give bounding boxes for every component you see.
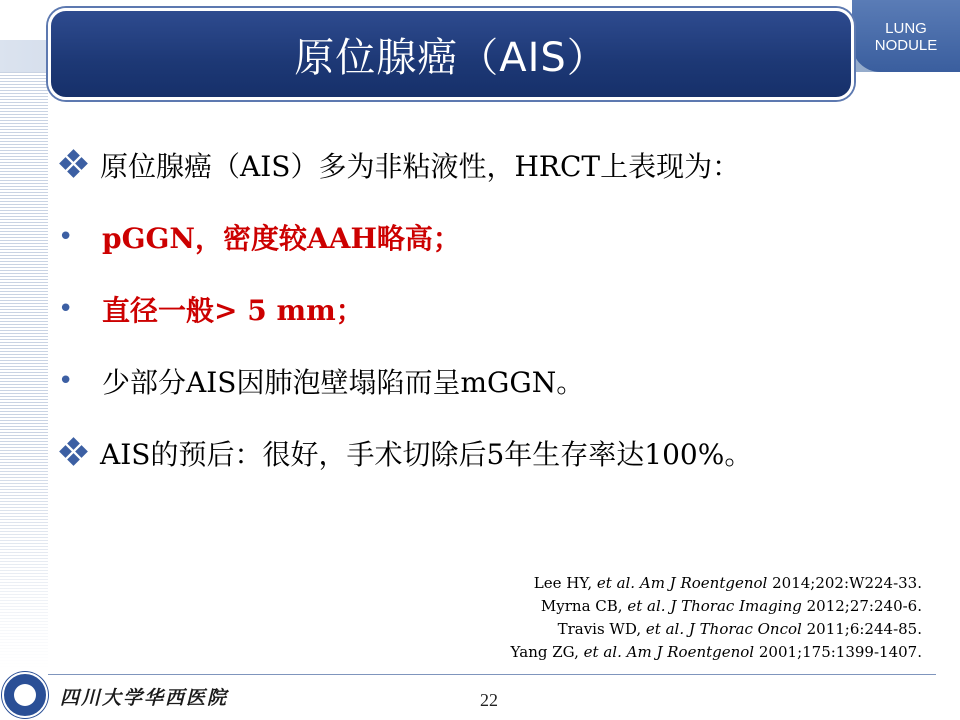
footer-divider: [48, 674, 936, 675]
reference-etal: et al.: [583, 643, 622, 661]
bullet-row-5: [56, 433, 752, 473]
reference-etal: et al.: [596, 574, 636, 592]
reference-author: Travis WD,: [557, 620, 642, 638]
reference-etal: et al.: [645, 620, 685, 638]
reference-detail: 2011;6:244-85.: [806, 620, 922, 638]
reference-author: Lee HY,: [533, 574, 593, 592]
reference-detail: 2014;202:W224-33.: [772, 574, 922, 592]
reference-item: [511, 572, 922, 595]
lung-nodule-badge: [852, 0, 960, 72]
diamond-bullet-icon: [56, 147, 92, 183]
bullet-row-4: [56, 361, 584, 401]
bullet-row-2: [56, 217, 461, 257]
reference-etal: et al.: [627, 597, 666, 615]
reference-author: Yang ZG,: [510, 643, 579, 661]
slide-title-bar: [48, 8, 854, 100]
reference-item: [511, 618, 922, 641]
page-number: 22: [480, 690, 498, 710]
reference-journal: Am J Roentgenol: [626, 643, 755, 661]
bullet-text-5: AIS的预后：很好，手术切除后5年生存率达100%。: [100, 438, 753, 471]
bullet-row-3: [56, 289, 364, 329]
bullet-text-4: 少部分AIS因肺泡壁塌陷而呈mGGN。: [102, 366, 585, 399]
bullet-row-1: [56, 145, 740, 185]
reference-author: Myrna CB,: [540, 597, 623, 615]
badge-line-2: NODULE: [874, 37, 938, 54]
reference-journal: J Thorac Imaging: [670, 597, 802, 615]
reference-journal: Am J Roentgenol: [639, 574, 768, 592]
reference-detail: 2001;175:1399-1407.: [758, 643, 922, 661]
dot-bullet-icon: •: [58, 366, 74, 396]
badge-line-1: LUNG: [885, 20, 927, 37]
bullet-text-1: 原位腺癌（AIS）多为非粘液性，HRCT上表现为：: [100, 150, 741, 183]
left-stripe-decoration: [0, 70, 48, 670]
dot-bullet-icon: •: [58, 222, 74, 252]
references-block: [511, 572, 922, 664]
slide-title: 原位腺癌（AIS）: [294, 34, 608, 81]
dot-bullet-icon: •: [58, 294, 74, 324]
reference-item: [511, 595, 922, 618]
hospital-logo-icon: [2, 672, 48, 718]
hospital-name: 四川大学华西医院: [60, 687, 229, 709]
reference-detail: 2012;27:240-6.: [806, 597, 922, 615]
bullet-text-2: pGGN，密度较AAH略高；: [102, 222, 461, 255]
reference-journal: J Thorac Oncol: [688, 620, 802, 638]
diamond-bullet-icon: [56, 435, 92, 471]
bullet-text-3: 直径一般> 5 mm；: [102, 294, 364, 327]
reference-item: [511, 641, 922, 664]
